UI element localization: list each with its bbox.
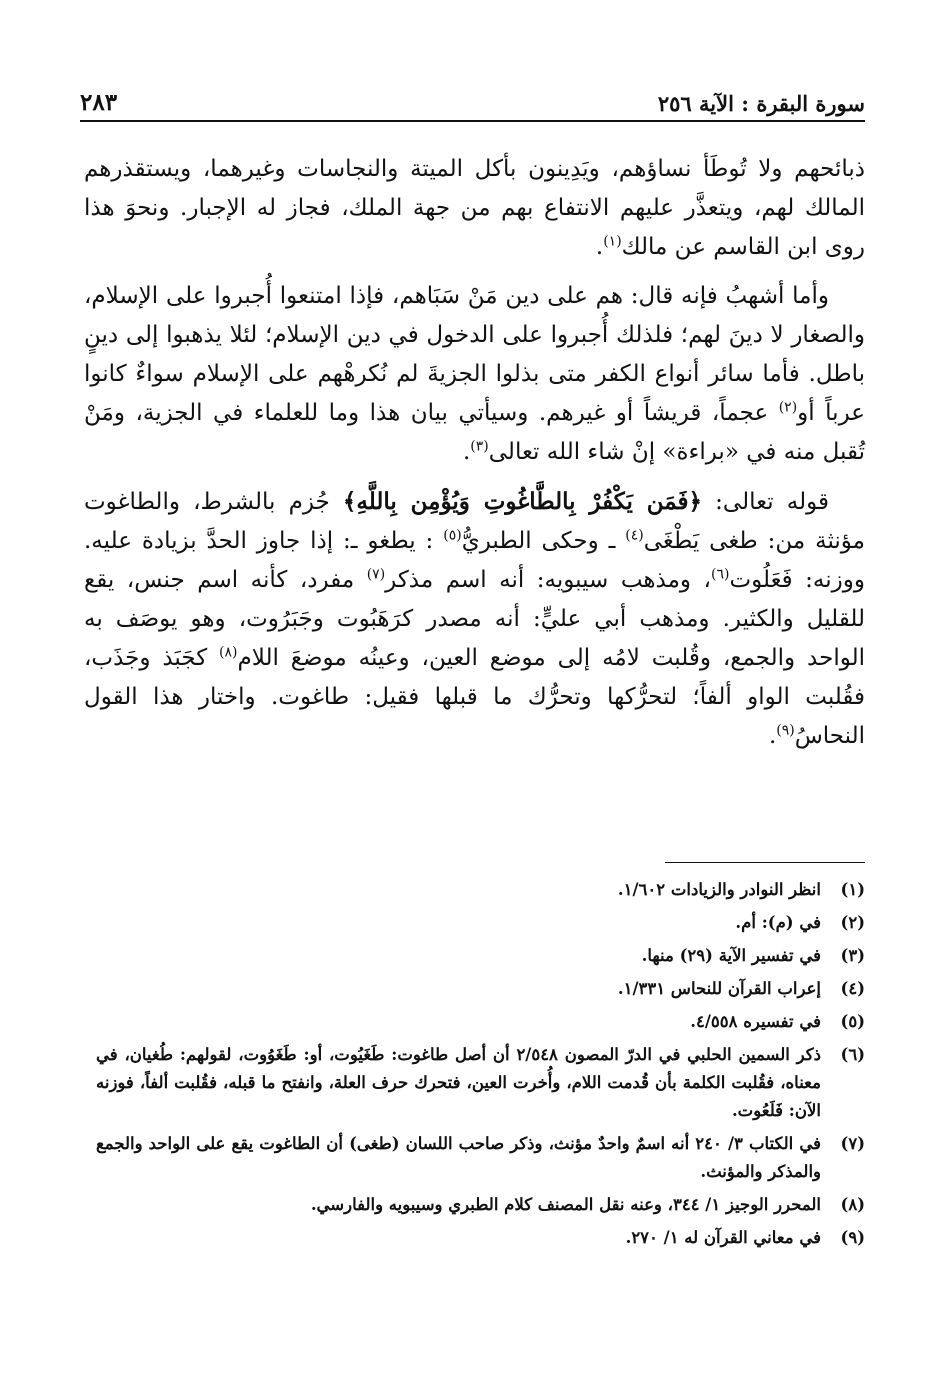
footnote-8 — [96, 1191, 865, 1219]
footnote-text: في معاني القرآن له ١/ ٢٧٠. — [625, 1228, 821, 1247]
footnote-ref-8: (٨) — [219, 644, 238, 661]
footnote-1 — [96, 876, 865, 904]
paragraph-1 — [84, 150, 865, 267]
paragraph-1-end: . — [595, 234, 604, 260]
footnote-text: في (م): أم. — [735, 913, 821, 932]
footnote-ref-2: (٢) — [778, 399, 798, 416]
footnote-separator — [665, 862, 865, 863]
paragraph-1-text: ذبائحهم ولا تُوطَأ نساؤهم، ويَدِينون بأكل الميتة والنجاسات وغيرهما، ويستقذرهم المالك لهم، ويتعذَّر عليهم الانتفاع بهم من جهة الملك، فجاز له الإجبار. ونحوَ هذا روى ابن القاسم عن مالك — [84, 156, 865, 260]
footnote-text: إعراب القرآن للنحاس ١/٣٣١. — [617, 979, 821, 998]
footnote-6 — [96, 1041, 865, 1125]
paragraph-3-text-e: ، ومذهب سيبويه: أنه اسم مذكر — [385, 567, 711, 593]
footnote-text: في الكتاب ٣/ ٢٤٠ أنه اسمٌ واحدٌ مؤنث، وذكر صاحب اللسان (طغى) أن الطاغوت يقع على الواحد والجمع والمذكر والمؤنث. — [96, 1134, 821, 1181]
footnote-ref-9: (٩) — [776, 722, 795, 739]
footnote-text: ذكر السمين الحلبي في الدرّ المصون ٢/٥٤٨ أن أصل طاغوت: طَغَيُوت، أو: طَغَوُوت، لقولهم: طُغيان، في معناه، فقُلبت الكلمة بأن قُدمت اللام، وأُخرت العين، فتحرك حرف العلة، وانفتح ما قبله، فقُلبت ألفاً، فوزنه الآن: فَلَعُوت. — [96, 1045, 821, 1120]
footnote-text: في تفسيره ٤/٥٥٨. — [690, 1012, 821, 1031]
paragraph-2 — [84, 277, 865, 472]
footnote-number: (٥) — [840, 1012, 865, 1031]
footnote-ref-4: (٤) — [625, 527, 644, 544]
footnote-text: انظر النوادر والزيادات ١/٦٠٢. — [617, 880, 821, 899]
footnote-5 — [96, 1008, 865, 1036]
paragraph-3-text-f: مفرد، كأنه اسم جنس، يقع للقليل والكثير. ومذهب أبي عليٍّ: أنه مصدر كرَهَبُوت وجَبَرُوت، وهو يوصَف به الواحد والجمع، وقُلبت لامُه إلى موضع العين، وعينُه موضعَ اللام — [84, 567, 865, 671]
footnote-number: (٨) — [840, 1195, 865, 1214]
footnote-number: (٧) — [840, 1134, 865, 1153]
footnote-text: في تفسير الآية (٢٩) منها. — [641, 946, 821, 965]
paragraph-3-text-d: : يطغو ـ: إذا جاوز الحدَّ بزيادة عليه. ووزنه: فَعَلُوت — [84, 528, 865, 593]
footnote-4 — [96, 975, 865, 1003]
footnote-text: المحرر الوجيز ١/ ٣٤٤، وعنه نقل المصنف كلام الطبري وسيبويه والفارسي. — [310, 1195, 821, 1214]
footnotes — [96, 876, 865, 1257]
paragraph-3 — [84, 482, 865, 756]
paragraph-3-intro: قوله تعالى: — [702, 489, 829, 515]
footnote-7 — [96, 1130, 865, 1186]
footnote-2 — [96, 909, 865, 937]
footnote-ref-3: (٣) — [470, 438, 489, 455]
paragraph-3-text-c: ـ وحكى الطبريُّ — [461, 528, 626, 554]
paragraph-3-end: . — [768, 723, 777, 749]
footnote-number: (١) — [840, 880, 865, 899]
paragraph-3-text-b: جُزم بالشرط، والطاغوت مؤنثة من: طغى يَطْغَى — [84, 489, 865, 554]
footnote-3 — [96, 942, 865, 970]
footnote-ref-5: (٥) — [443, 527, 462, 544]
header-rule — [80, 120, 865, 122]
footnote-number: (٦) — [840, 1045, 865, 1064]
quran-verse: ﴿فَمَن يَكْفُرْ بِالطَّاغُوتِ وَيُؤْمِن بِاللَّهِ﴾ — [342, 488, 702, 515]
paragraph-3-text-g: كجَبَذ وجَذَب، فقُلبت الواو ألفاً؛ لتحرُّكها وتحرُّك ما قبلها فقيل: طاغوت. واختار هذا القول النحاسُ — [84, 645, 865, 749]
footnote-ref-7: (٧) — [366, 566, 386, 583]
footnote-ref-1: (١) — [603, 233, 622, 250]
footnote-number: (٢) — [840, 913, 865, 932]
paragraph-2-text-cont: عجماً، قريشاً أو غيرهم. وسيأتي بيان هذا وما للعلماء في الجزية، ومَنْ تُقبل منه في «براءة» إنْ شاء الله تعالى — [84, 400, 865, 465]
footnote-ref-6: (٦) — [710, 566, 730, 583]
footnote-number: (٩) — [840, 1228, 865, 1247]
running-header-title: سورة البقرة : الآية ٢٥٦ — [657, 91, 865, 116]
paragraph-2-end: . — [462, 439, 471, 465]
main-text — [84, 150, 865, 766]
footnote-number: (٣) — [840, 946, 865, 965]
page-number: ٢٨٣ — [80, 89, 118, 116]
running-header — [80, 78, 865, 116]
footnote-9 — [96, 1224, 865, 1252]
footnote-number: (٤) — [840, 979, 865, 998]
paragraph-2-text: وأما أشهبُ فإنه قال: هم على دين مَنْ سَبَاهم، فإذا امتنعوا أُجبروا على الإسلام، والصغار لا دينَ لهم؛ فلذلك أُجبروا على الدخول في دين الإسلام؛ لئلا يذهبوا إلى دينٍ باطل. فأما سائر أنواع الكفر متى بذلوا الجزيةَ لم نُكرهْهم على الإسلام سواءٌ كانوا عرباً أو — [84, 283, 865, 426]
